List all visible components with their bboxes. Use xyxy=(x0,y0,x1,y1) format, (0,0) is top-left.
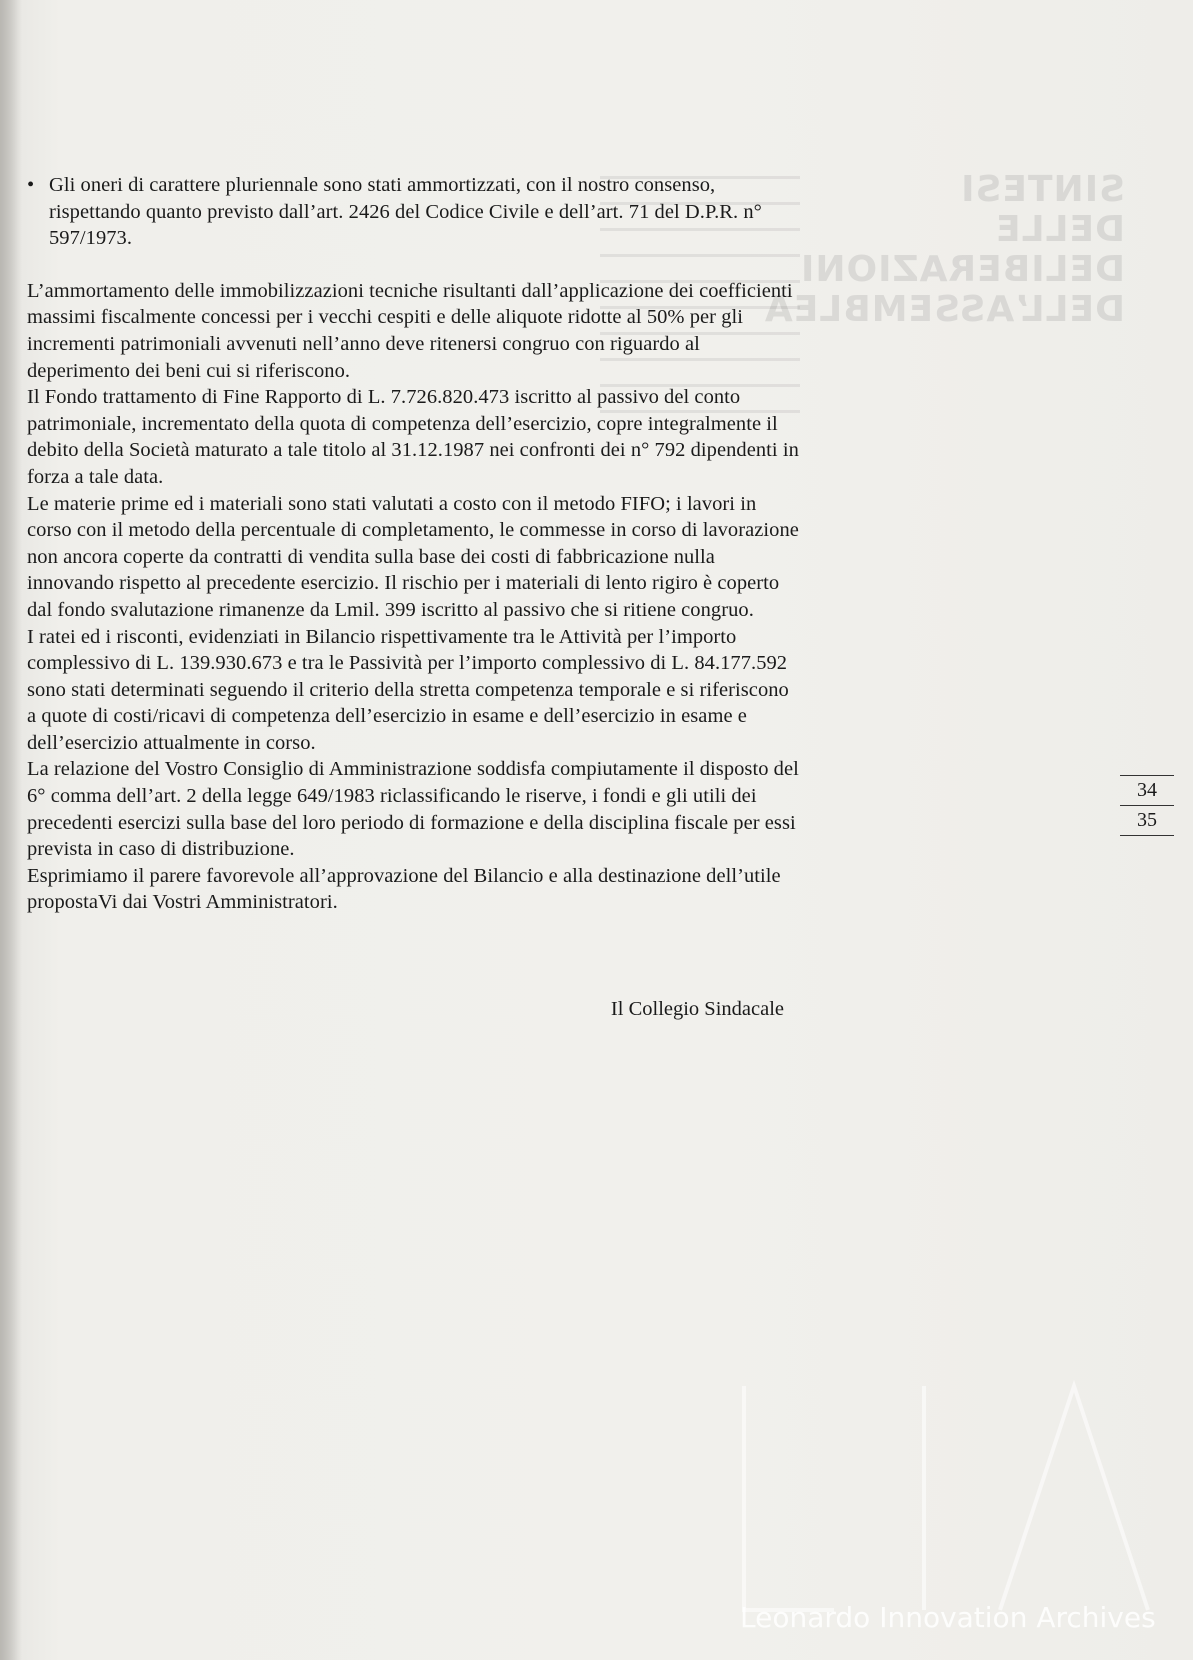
paragraph-relazione: La relazione del Vostro Consiglio di Amministrazione soddisfa compiutamente il disposto del 6° comma dell’art. 2 della legge 649/1983 riclassificando le riserve, i fondi e gli utili dei precedenti esercizi sulla base del loro periodo di formazione e della disciplina fiscale per essi prevista in caso di distribuzione. xyxy=(27,758,799,861)
watermark-text: Leonardo Innovation Archives xyxy=(740,1601,1156,1634)
bleed-through-heading xyxy=(763,169,1125,330)
signature: Il Collegio Sindacale xyxy=(610,998,784,1020)
paragraph-fondo-tfr: Il Fondo trattamento di Fine Rapporto di L. 7.726.820.473 iscritto al passivo del conto patrimoniale, incrementato della quota di competenza dell’esercizio, copre integralmente il debito della Società maturato a tale titolo al 31.12.1987 nei confronti dei n° 792 dipendenti in forza a tale data. xyxy=(27,386,799,488)
bullet-text: Gli oneri di carattere pluriennale sono stati ammortizzati, con il nostro consenso, rispettando quanto previsto dall’art. 2426 del Codice Civile e dell’art. 71 del D.P.R. n° 597/1973. xyxy=(49,174,762,250)
bleed-heading-line: DELIBERAZIONI xyxy=(799,249,1125,290)
paragraph-ammortamento: L’ammortamento delle immobilizzazioni tecniche risultanti dall’applicazione dei coefficienti massimi fiscalmente concessi per i vecchi cespiti e delle aliquote ridotte al 50% per gli incrementi patrimoniali avvenuti nell’anno deve ritenersi congruo con riguardo al deperimento dei beni cui si riferiscono. xyxy=(27,279,793,382)
page-number-rule xyxy=(1120,835,1174,836)
document-body xyxy=(27,172,802,916)
paragraph-ratei-risconti: I ratei ed i risconti, evidenziati in Bilancio rispettivamente tra le Attività per l’importo complessivo di L. 139.930.673 e tra le Passività per l’importo complessivo di L. 84.177.592 sono stati determinati seguendo il criterio della stretta competenza temporale e si riferiscono a quote di costi/ricavi di competenza dell’esercizio in esame e dell’esercizio in esame e dell’esercizio attualmente in corso. xyxy=(27,625,789,754)
bleed-heading-line: SINTESI DELLE xyxy=(960,169,1125,250)
page-number-left: 34 xyxy=(1137,779,1157,801)
bleed-heading-line: DELL’ASSEMBLEA xyxy=(763,289,1125,330)
bullet-icon: • xyxy=(27,174,35,196)
page-gutter-shadow xyxy=(0,0,22,1660)
lia-watermark-logo xyxy=(738,1378,1168,1618)
bullet-item xyxy=(27,172,802,252)
paragraph-materie-prime: Le materie prime ed i materiali sono stati valutati a costo con il metodo FIFO; i lavori in corso con il metodo della percentuale di completamento, le commesse in corso di lavorazione non ancora coperte da contratti di vendita sulla base dei costi di fabbricazione nulla innovando rispetto al precedente esercizio. Il rischio per i materiali di lento rigiro è coperto dal fondo svalutazione rimanenze da Lmil. 399 iscritto al passivo che si ritiene congruo. xyxy=(27,492,799,621)
paragraph-parere: Esprimiamo il parere favorevole all’approvazione del Bilancio e alla destinazione dell’utile propostaVi dai Vostri Amministratori. xyxy=(27,864,781,914)
page-number-right: 35 xyxy=(1137,809,1157,831)
page-numbers xyxy=(1120,775,1174,836)
